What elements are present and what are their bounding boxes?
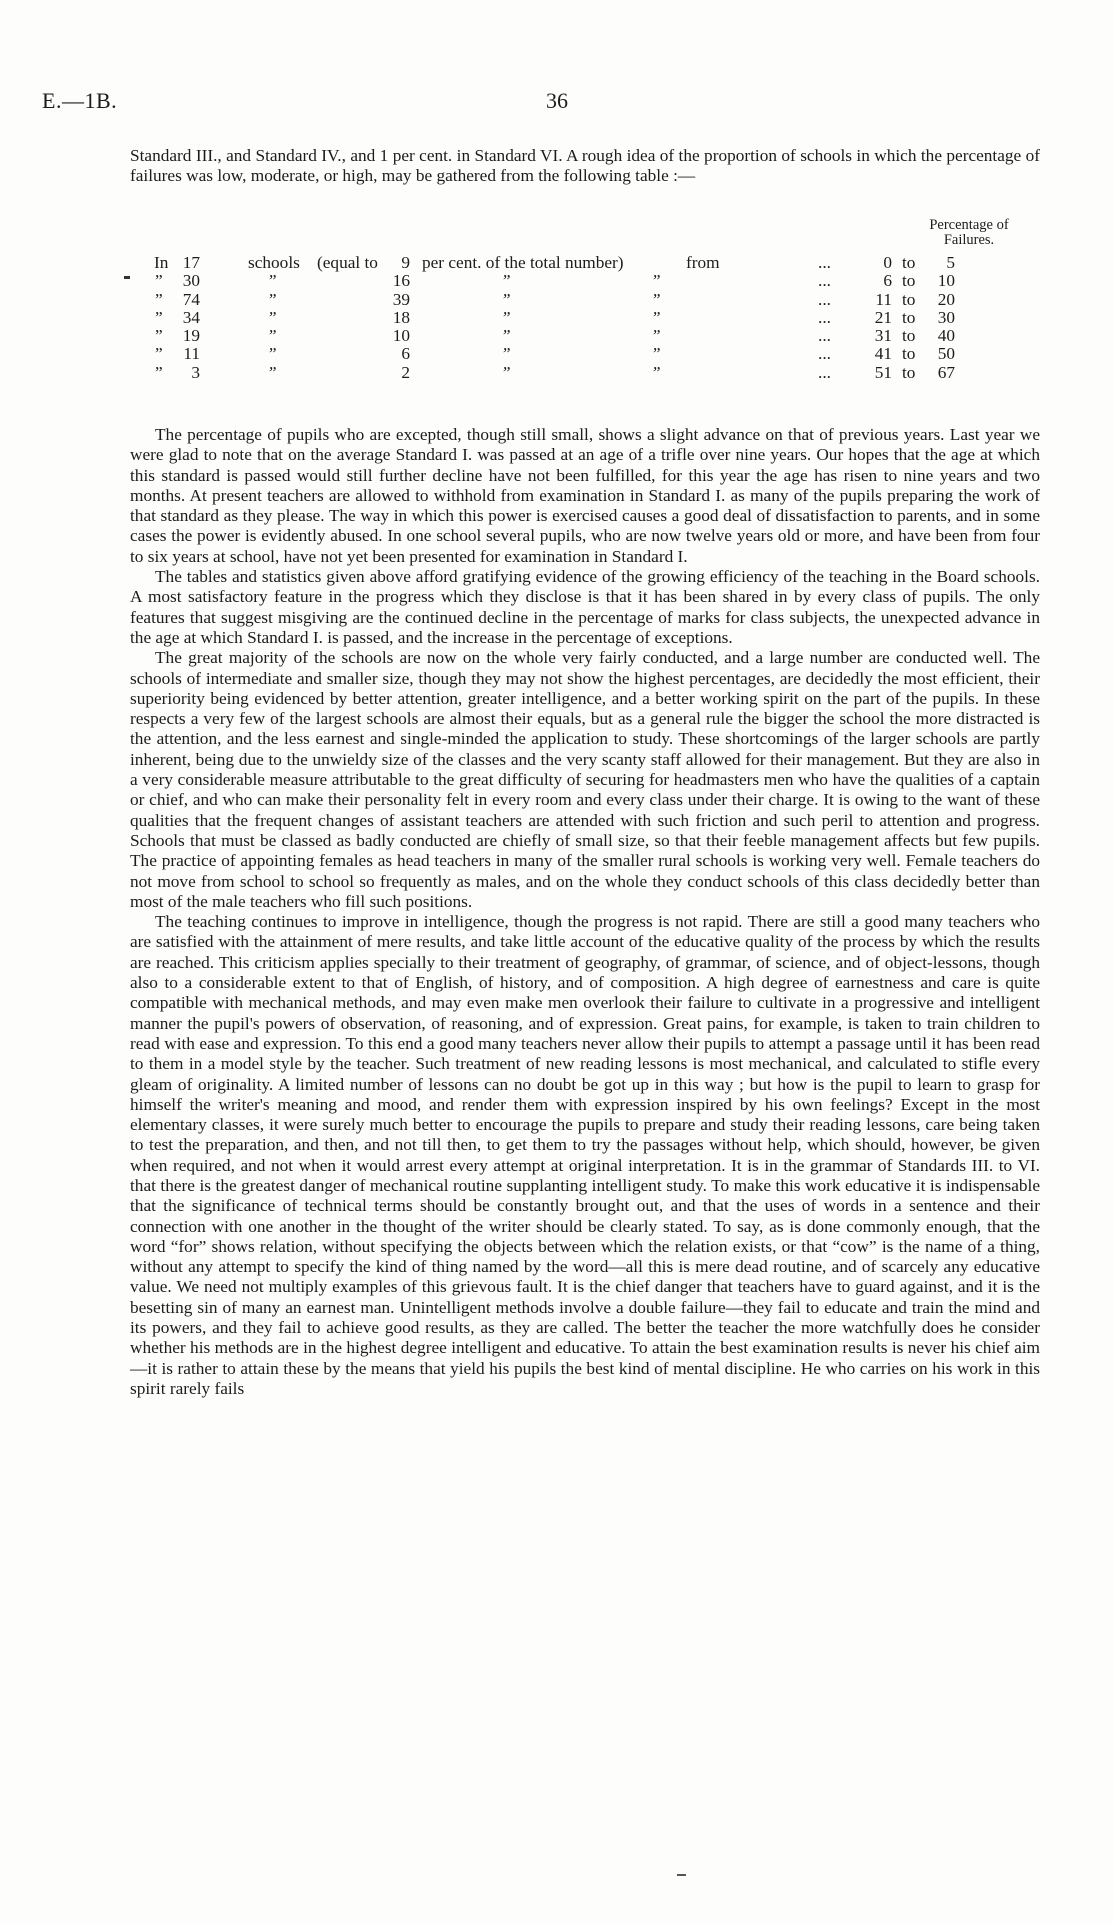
ditto-mark: ” xyxy=(501,344,511,364)
intro-text: Standard III., and Standard IV., and 1 per cent. in Standard VI. A rough idea of the proportion of schools in which the percentage of failures was low, moderate, or high, may be gathered from the following table :— xyxy=(130,146,1040,186)
main-body xyxy=(130,425,1040,1399)
ditto-mark: ” xyxy=(651,289,661,309)
failure-range-low: 21 xyxy=(874,307,892,327)
leader-dots: ... xyxy=(818,326,831,346)
table-heading xyxy=(904,218,1034,248)
failure-range-high: 67 xyxy=(937,362,955,382)
leader-dots: ... xyxy=(818,344,831,364)
ditto-mark: ” xyxy=(501,289,511,309)
schools-count: 19 xyxy=(182,326,200,346)
ditto-mark: ” xyxy=(651,271,661,291)
table-rows xyxy=(130,254,1040,382)
failure-range-low: 6 xyxy=(883,271,892,291)
to-label: to xyxy=(902,253,916,272)
table-row xyxy=(130,291,1040,309)
leader-dots: ... xyxy=(818,271,831,291)
ditto-mark: ” xyxy=(651,326,661,346)
ditto-mark: ” xyxy=(501,362,511,382)
ditto-mark: ” xyxy=(651,307,661,327)
body-paragraph: The tables and statistics given above afford gratifying evidence of the growing efficiency of the teaching in the Board schools. A most satisfactory feature in the progress which they disclose is that it has been shared in by every class of pupils. The only features that suggest misgiving are the continued decline in the percentage of marks for class subjects, the unexpected advance in the age at which Standard I. is passed, and the increase in the percentage of exceptions. xyxy=(130,567,1040,647)
failure-range-low: 0 xyxy=(883,253,892,272)
equal-label: (equal to xyxy=(317,253,378,272)
leader-dots: ... xyxy=(818,253,831,272)
percent-of-total: 10 xyxy=(392,326,410,346)
ditto-mark: ” xyxy=(651,344,661,364)
ditto-mark: ” xyxy=(501,326,511,346)
ditto-mark: ” xyxy=(267,344,277,364)
ditto-mark: ” xyxy=(267,362,277,382)
schools-count: 30 xyxy=(182,271,200,291)
ditto-mark: ” xyxy=(155,326,163,346)
percent-of-total: 16 xyxy=(392,271,410,291)
schools-count: 34 xyxy=(182,307,200,327)
failure-range-high: 10 xyxy=(937,271,955,291)
table-row xyxy=(130,272,1040,290)
to-label: to xyxy=(902,289,916,309)
failure-range-high: 5 xyxy=(946,253,955,272)
failure-range-high: 30 xyxy=(937,307,955,327)
to-label: to xyxy=(902,307,916,327)
table-row xyxy=(130,364,1040,382)
ditto-mark: ” xyxy=(155,289,163,309)
ditto-mark: ” xyxy=(267,289,277,309)
in-label: In xyxy=(154,253,169,272)
ditto-mark: ” xyxy=(501,271,511,291)
page-header xyxy=(42,88,1072,118)
failure-range-low: 11 xyxy=(875,289,892,309)
failure-range-low: 31 xyxy=(874,326,892,346)
leader-dots: ... xyxy=(818,289,831,309)
leader-dots: ... xyxy=(818,307,831,327)
intro-paragraph xyxy=(130,146,1040,187)
to-label: to xyxy=(902,271,916,291)
to-label: to xyxy=(902,344,916,364)
percent-of-total: 18 xyxy=(392,307,410,327)
ditto-mark: ” xyxy=(651,362,661,382)
percent-of-total: 39 xyxy=(392,289,410,309)
schools-label: schools xyxy=(248,253,300,272)
table-heading-line1: Percentage of xyxy=(929,217,1009,233)
document-code: E.—1B. xyxy=(42,88,118,113)
body-paragraph: The great majority of the schools are now on the whole very fairly conducted, and a large number are conducted well. The schools of intermediate and smaller size, though they may not show the highest percentages, are decidedly the most efficient, their superiority being evidenced by better attention, greater intelligence, and a better working spirit on the part of the pupils. In these respects a very few of the largest schools are almost their equals, but as a general rule the bigger the school the more distracted is the attention, and the less earnest and single-minded the application to study. These shortcomings of the larger schools are partly inherent, being due to the unwieldy size of the classes and the very scanty staff allowed for their management. But they are also in a very considerable measure attributable to the great difficulty of securing for headmasters men who have the qualities of a captain or chief, and who can make their personality felt in every room and every class under their charge. It is owing to the want of these qualities that the frequent changes of assistant teachers are attended with such friction and such peril to attention and progress. Schools that must be classed as badly conducted are chiefly of small size, so that their feeble management affects but few pupils. The practice of appointing females as head teachers in many of the smaller rural schools is working very well. Female teachers do not move from school to school so frequently as males, and on the whole they conduct schools of this class decidedly better than most of the male teachers who fill such positions. xyxy=(130,648,1040,911)
body-paragraph: The teaching continues to improve in intelligence, though the progress is not rapid. There are still a good many teachers who are satisfied with the attainment of mere results, and take little account of the educative quality of the process by which the results are reached. This criticism applies specially to their treatment of geography, of grammar, of science, and of object-lessons, though also to a considerable extent to that of English, of history, and of composition. A high degree of earnestness and care is quite compatible with mechanical methods, and may even make men overlook their failure to cultivate in a progressive and intelligent manner the pupil's powers of observation, of reasoning, and of expression. Great pains, for example, is taken to train children to read with ease and expression. To this end a good many teachers never allow their pupils to attempt a passage until it has been read to them in a model style by the teacher. Such treatment of new reading lessons is most mechanical, and calculated to stifle every gleam of originality. A limited number of lessons can no doubt be got up in this way ; but how is the pupil to learn to grasp for himself the writer's meaning and mood, and render them with expression inspired by his own feelings? Except in the most elementary classes, it were surely much better to encourage the pupils to prepare and study their reading lessons, care being taken to test the preparation, and then, and not till then, to get them to try the passages without help, which should, however, be given when required, and not when it would arrest every attempt at original interpretation. It is in the grammar of Standards III. to VI. that there is the greatest danger of mechanical routine supplanting intelligent study. To make this work educative it is indispensable that the significance of technical terms should be constantly brought out, and that the uses of words in a sentence and their connection with one another in the thought of the writer should be clearly stated. To say, as is done commonly enough, that the word “for” shows relation, without specifying the objects between which the relation exists, or that “cow” is the name of a thing, without any attempt to specify the kind of thing named by the word—all this is mere dead routine, and of scarcely any educative value. We need not multiply examples of this grievous fault. It is the chief danger that teachers have to guard against, and it is the besetting sin of many an earnest man. Unintelligent methods involve a double failure—they fail to educate and train the mind and its powers, and they fail to achieve good results, as they are called. The better the teacher the more watchfully does he consider whether his methods are in the highest degree intelligent and educative. To attain the best examination results is never his chief aim—it is rather to attain these by the means that yield his pupils the best kind of mental discipline. He who carries on his work in this spirit rarely fails xyxy=(130,912,1040,1398)
percent-of-total: 2 xyxy=(401,362,410,382)
percent-of-total: 6 xyxy=(401,344,410,364)
ditto-mark: ” xyxy=(501,307,511,327)
failure-range-low: 51 xyxy=(874,362,892,382)
to-label: to xyxy=(902,362,916,382)
ditto-mark: ” xyxy=(155,307,163,327)
failure-range-low: 41 xyxy=(874,344,892,364)
ditto-mark: ” xyxy=(155,362,163,382)
table-row xyxy=(130,309,1040,327)
failure-range-high: 40 xyxy=(937,326,955,346)
ditto-mark: ” xyxy=(155,344,163,364)
table-row xyxy=(130,327,1040,345)
page-number: 36 xyxy=(546,88,568,113)
from-label: from xyxy=(686,253,720,272)
table-heading-line2: Failures. xyxy=(943,232,995,248)
schools-count: 3 xyxy=(191,362,200,382)
schools-count: 11 xyxy=(183,344,200,364)
schools-count: 74 xyxy=(182,289,200,309)
ditto-mark: ” xyxy=(267,326,277,346)
body-paragraph: The percentage of pupils who are excepted, though still small, shows a slight advance on that of previous years. Last year we were glad to note that on the average Standard I. was passed at an age of a trifle over nine years. Our hopes that the age at which this standard is passed would still further decline have not been fulfilled, for this year the age has risen to nine years and two months. At present teachers are allowed to withhold from examination in Standard I. as many of the pupils preparing the work of that standard as they please. The way in which this power is exercised causes a good deal of dissatisfaction to parents, and in some cases the power is evidently abused. In one school several pupils, who are now twelve years old or more, and have been from four to six years at school, have not yet been presented for examination in Standard I. xyxy=(130,425,1040,566)
percent-of-total: 9 xyxy=(401,253,410,272)
table-row xyxy=(130,345,1040,363)
failure-range-high: 50 xyxy=(937,344,955,364)
ditto-mark: ” xyxy=(155,271,163,291)
scan-mark-bottom xyxy=(677,1874,686,1876)
leader-dots: ... xyxy=(818,362,831,382)
schools-count: 17 xyxy=(182,253,200,272)
failure-range-high: 20 xyxy=(937,289,955,309)
ditto-mark: ” xyxy=(267,271,277,291)
per-cent-label: per cent. of the total number) xyxy=(422,253,624,272)
ditto-mark: ” xyxy=(267,307,277,327)
table-row xyxy=(130,254,1040,272)
to-label: to xyxy=(902,326,916,346)
